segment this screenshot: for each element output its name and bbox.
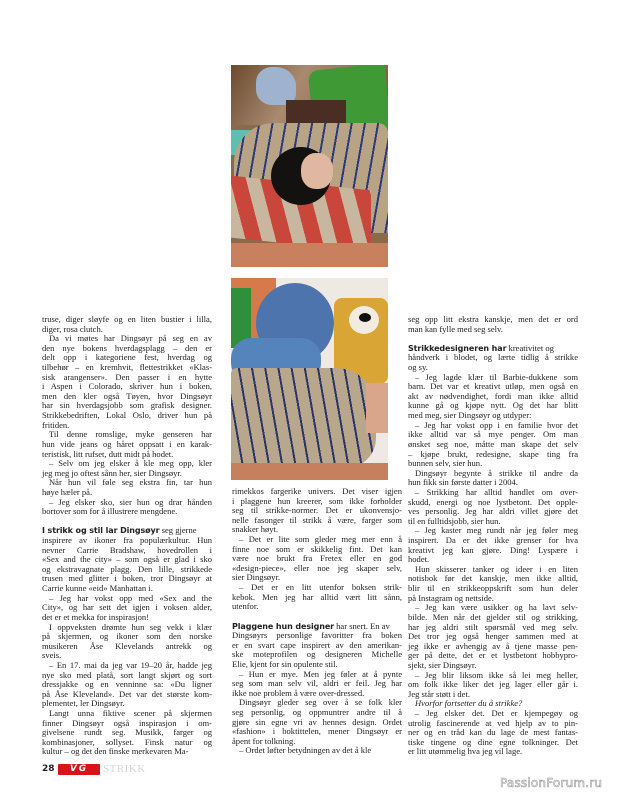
text-line: Strikkebedriften, Lokal Oslo, driver hun på xyxy=(42,410,212,421)
text-line: kombinasjoner, sollyset. Finsk natur og xyxy=(42,736,212,747)
text-line: sisk arangenser». Den passer i en hytte xyxy=(42,371,212,382)
text-line: – Jeg elsker sko, sier hun og drar hånden xyxy=(49,496,212,507)
text-line: til en fulltidsjobb, sier hun. xyxy=(408,515,501,526)
paragraph xyxy=(408,488,578,526)
paragraph xyxy=(42,661,212,709)
text-line: ikke noe problem å være over-dressed. xyxy=(232,687,365,698)
text-line: trusen med glitter i boken, tror Dingsøyr at xyxy=(42,573,212,584)
photo-flower-center xyxy=(359,313,371,322)
text-line: Dingsøyrs personlige favoritter fra boken xyxy=(232,630,402,641)
text-line: Når hun vil føle seg ekstra fin, tar hun xyxy=(49,477,212,488)
paragraph xyxy=(408,315,578,334)
text-line: seg til strikke-normer. Det er ukonvensjo- xyxy=(232,505,402,516)
section-paragraph xyxy=(232,622,402,670)
article-column-2 xyxy=(232,487,402,756)
section-lead-in: Strikkedesigneren har xyxy=(408,343,507,353)
lead-continuation: seg gjerne xyxy=(159,525,197,536)
text-line: Dingsøyr gleder seg over å se folk kler xyxy=(239,697,402,708)
text-line: Dingsøyr begynte å strikke til andre da xyxy=(415,467,578,478)
paragraph xyxy=(42,334,212,430)
text-line: – Jeg blir liksom ikke så lei meg heller, xyxy=(415,669,578,680)
text-line: – Hun er mye. Men jeg føler at å pynte xyxy=(239,668,402,679)
text-line: bilde. Men når det gjelder stil og strikking, xyxy=(408,611,578,622)
text-line: kultur – og det den finske merkevaren Ma- xyxy=(42,746,189,757)
paragraph xyxy=(408,373,578,421)
text-line: – Jeg lagde klær til Barbie-dukkene som xyxy=(415,371,578,382)
paragraph xyxy=(408,603,578,670)
text-line: – Jeg har vokst opp i en familie hvor det xyxy=(415,419,578,430)
text-line: tilbehør – en kremhvit, flettestrikket «Klas- xyxy=(42,362,212,373)
paragraph xyxy=(408,671,578,700)
text-line: barn. Det var et kreativt utløp, men også en xyxy=(408,381,578,392)
paragraph xyxy=(42,459,212,478)
text-line: har jeg aldri stilt spørsmål ved meg selv. xyxy=(408,621,578,632)
text-line: har sin hverdagsjobb som grafisk designer. xyxy=(42,400,212,411)
paragraph xyxy=(408,565,578,603)
text-line: I oppveksten drømte hun seg vekk i klær xyxy=(49,621,212,632)
paragraph xyxy=(232,583,402,612)
section-lead-in: I strikk og stil lar Dingsøyr xyxy=(42,526,160,536)
text-line: inspirere av ikoner fra populærkultur. Hun xyxy=(42,535,212,546)
text-line: jeg meg jo oftest sånn her, sier Dingsøyr. xyxy=(42,467,182,478)
text-line: notisbok før det kanskje, men ikke alltid, xyxy=(408,573,578,584)
paragraph xyxy=(42,498,212,517)
text-line: – Ordet løfter betydningen av det å kle xyxy=(239,745,372,756)
paragraph xyxy=(408,526,578,564)
paragraph xyxy=(232,670,402,699)
photo-sofa xyxy=(231,243,388,267)
text-line: og ekstravagnate plagg. Den lille, strikkede xyxy=(42,563,212,574)
page-number: 28 xyxy=(42,764,55,774)
text-line: om folk ikke liker det jeg lager eller går i. xyxy=(408,679,578,690)
text-line: bunnen selv, sier hun. xyxy=(408,458,483,469)
text-line: Det tror jeg også henger sammen med at xyxy=(408,631,578,642)
text-line: nelle fasonger til strikk å være, farger som xyxy=(232,514,402,525)
text-line: man kan fylle med seg selv. xyxy=(408,323,503,334)
text-line: blir til en strikkeoppskrift som hun deler xyxy=(408,583,578,594)
text-line: åpent for tolkning. xyxy=(232,735,296,746)
text-line: – Selv om jeg elsker å kle meg opp, kler xyxy=(49,458,212,469)
lead-continuation: har snert. En av xyxy=(334,620,390,631)
text-line: den nye bokens hverdagsplagg – den er xyxy=(42,342,212,353)
text-line: Jeg står støtt i det. xyxy=(408,688,470,699)
text-line: i plaggene hun kreerer, som ikke forholder xyxy=(232,495,402,506)
text-line: plementet, ler Dingsøyr. xyxy=(42,698,125,709)
text-line: med meg, sier Dingsøyr og utdyper: xyxy=(408,410,532,421)
paragraph xyxy=(42,315,212,334)
text-line: på Instagram og nettside. xyxy=(408,592,494,603)
section-title: STRIKK xyxy=(103,763,146,775)
text-line: og sy. xyxy=(408,362,428,373)
text-line: – En 17. mai da jeg var 19–20 år, hadde jeg xyxy=(49,659,212,670)
text-line: seg personlig, og oppmuntrer andre til å xyxy=(232,707,402,718)
text-line: finne noe som er skikkelig fint. Det kan xyxy=(232,543,402,554)
text-line: seg som man selv vil, aldri er feil. Jeg har xyxy=(232,678,402,689)
text-line: utenfor. xyxy=(232,601,259,612)
text-line: seg opp litt ekstra kanskje, men det er ord xyxy=(408,314,578,324)
text-line: er litt utømmelig hva jeg vil lage. xyxy=(408,746,523,757)
text-line: sveis. xyxy=(42,650,62,661)
text-line: ske moteprofilen og designeren Michelle xyxy=(232,649,402,660)
text-line: høye hæler på. xyxy=(42,486,93,497)
text-line: sier Dingsøyr. xyxy=(232,572,280,583)
text-line: dressjakke og en venninne sa: «Du ligner xyxy=(42,679,212,690)
text-line: bortover som for å illustrere mengdene. xyxy=(42,506,178,517)
text-line: akt av nødvendighet, fordi man ikke alltid xyxy=(408,390,578,401)
text-line: tiske tingene og dine egne tolkninger. Det xyxy=(408,736,578,747)
text-line: – Jeg elsker det. Det er kjempegøy og xyxy=(415,707,578,718)
text-line: nevner Carrie Bradshaw, hovedrollen i xyxy=(42,544,212,555)
paragraph xyxy=(232,746,402,756)
text-line: finner Dingsøyr også inspirasjon i om- xyxy=(42,717,212,728)
paragraph xyxy=(408,421,578,469)
paragraph xyxy=(42,430,212,459)
text-line: – Strikking har alltid handlet om over- xyxy=(415,486,578,497)
text-line: Hun skisserer tanker og ideer i en liten xyxy=(415,563,578,574)
paragraph xyxy=(232,698,402,746)
text-line: kebok. Men jeg har alltid vært litt sånn, xyxy=(232,591,402,602)
text-line: Til denne romslige, myke genseren har xyxy=(49,429,212,440)
section-lead-in: Plaggene hun designer xyxy=(232,621,335,631)
text-line: – kjøpe brukt, redesigne, skape ting fra xyxy=(408,448,578,459)
text-line: Da vi møtes har Dingsøyr på seg en av xyxy=(49,333,212,344)
photo-striped-sweater xyxy=(231,368,376,468)
text-line: hun vide jeans og håret oppsatt i en karak- xyxy=(42,438,212,449)
paragraph xyxy=(42,594,212,623)
text-line: kreativt jeg kan gjøre. Ding! Lyspære i xyxy=(408,544,578,555)
photo-striped-sweater-pillows xyxy=(231,278,388,480)
text-line: jeg ikke er avhengig av å tjene masse pen- xyxy=(408,640,578,651)
text-line: på skjermen, og ikoner som den norske xyxy=(42,631,212,642)
text-line: hun fikk sin første datter i 2004. xyxy=(408,477,518,488)
article-column-3 xyxy=(408,315,578,757)
text-line: Langt unna fiktive scener på skjermen xyxy=(49,707,212,718)
text-line: ves personlig. Jeg har aldri villet gjøre det xyxy=(408,506,578,517)
text-line: – Det er en litt utenfor boksen strik- xyxy=(239,582,402,593)
text-line: ønsket seg noe, måtte man skape det selv xyxy=(408,438,578,449)
text-line: – Jeg kan være usikker og ha lavt selv- xyxy=(415,602,578,613)
text-line: Carrie kunne «eid» Manhattan i. xyxy=(42,583,153,594)
text-line: «fashion» i boktittelen, mener Dingsøyr er xyxy=(232,726,402,737)
text-line: hodet. xyxy=(408,554,430,565)
paragraph xyxy=(232,487,402,535)
text-line: men den kler også Tøyen, hvor Dingsøyr xyxy=(42,390,212,401)
text-line: Hvorfor fortsetter du å strikke? xyxy=(415,698,523,709)
text-line: «design-piece», eller noe jeg skaper selv, xyxy=(232,562,402,573)
text-line: fritiden. xyxy=(42,419,70,430)
text-line: – Det er lite som gleder meg mer enn å xyxy=(239,534,402,545)
text-line: inspirert. Da er det ikke grenser for hva xyxy=(408,535,578,546)
text-line: givelsene rundt seg. Musikk, farger og xyxy=(42,727,212,738)
article-column-1 xyxy=(42,315,212,757)
text-line: truse, diger sløyfe og en liten bustier i lilla, xyxy=(42,314,212,324)
vg-logo: VG xyxy=(58,764,100,775)
text-line: i Aspen i Colorado, skriver hun i boken, xyxy=(42,381,212,392)
text-line: håndverk i blodet, og lærte tidlig å strikke xyxy=(408,352,578,363)
paragraph xyxy=(42,709,212,757)
paragraph xyxy=(408,469,578,488)
text-line: på Åse Kleveland». Det var det største kom- xyxy=(42,688,212,699)
text-line: musikeren Åse Klevelands antrekk og xyxy=(42,640,212,651)
text-line: ger på dette, det er et lystbetont hobbypro- xyxy=(408,650,578,661)
text-line: – Jeg har vokst opp med «Sex and the xyxy=(49,592,212,603)
text-line: utrolig fascinerende at ved hjelp av to pin- xyxy=(408,717,578,728)
text-line: rimekkos fargerike univers. Det viser igjen xyxy=(232,486,402,496)
text-line: sjekt, sier Dingsøyr. xyxy=(408,659,477,670)
paragraph xyxy=(42,623,212,661)
text-line: ikke alltid var så mye penger. Om man xyxy=(408,429,578,440)
text-line: City», og har sett det igjen i voksen alder, xyxy=(42,602,212,613)
paragraph xyxy=(408,709,578,757)
text-line: nye sko med platå, sort langt skjørt og sort xyxy=(42,669,212,680)
text-line: diger, rosa clutch. xyxy=(42,323,103,334)
section-paragraph xyxy=(42,526,212,593)
text-line: ner og en tråd kan du lage de mest fantas- xyxy=(408,727,578,738)
text-line: det er et mekka for inspirasjon! xyxy=(42,611,150,622)
watermark: PassionForum.ru xyxy=(500,776,603,790)
paragraph xyxy=(232,535,402,583)
photo-woman-lying-on-blanket xyxy=(231,65,388,267)
text-line: delt opp i kategoriene fest, hverdag og xyxy=(42,352,212,363)
text-line: er en svart cape inspirert av den amerikan- xyxy=(232,639,402,650)
text-line: – Jeg kaster meg rundt når jeg føler meg xyxy=(415,525,578,536)
section-paragraph xyxy=(408,344,578,373)
photo-skin-leg xyxy=(366,383,388,433)
photo-face xyxy=(301,153,333,189)
lead-continuation: kreativitet og xyxy=(506,342,554,353)
text-line: skudd, energi og noe lystbetont. Det opple- xyxy=(408,496,578,507)
paragraph xyxy=(42,478,212,497)
photo-sofa xyxy=(231,463,388,480)
text-line: gjøre sin egne vri av hennes design. Ordet xyxy=(232,716,402,727)
text-line: teristisk, litt rufset, dutt midt på hodet. xyxy=(42,448,174,459)
text-line: Elie, kjent for sin opulente stil. xyxy=(232,658,338,669)
text-line: kunne gå og kjøpe nytt. Og det har blitt xyxy=(408,400,578,411)
text-line: «Sex and the city» – som også er glad i sko xyxy=(42,554,212,565)
text-line: snakker høyt. xyxy=(232,524,279,535)
text-line: være noe brukt fra Fretex eller en god xyxy=(232,553,402,564)
